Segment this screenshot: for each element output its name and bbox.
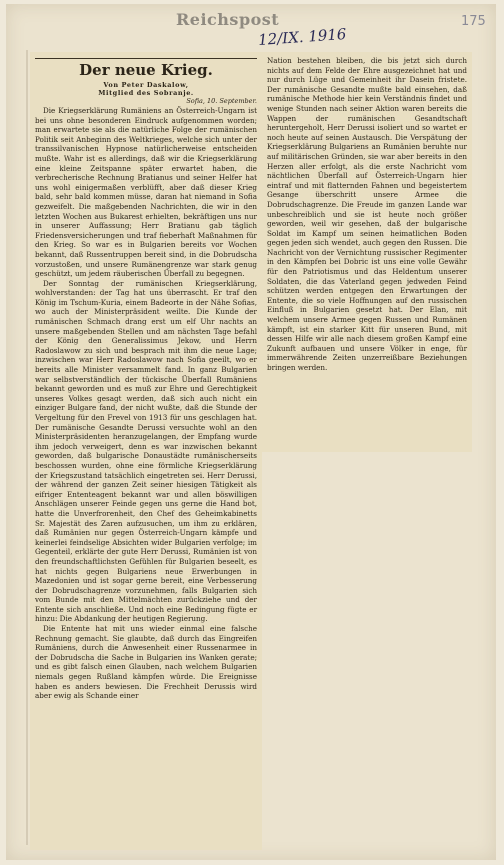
article-byline-role: Mitglied des Sobranje. (98, 89, 194, 97)
article-dateline: Sofia, 10. September. (186, 97, 257, 105)
article-paragraph: Die Entente hat mit uns wieder einmal eine falsche Rechnung gemacht. Sie glaubte, daß durch das Eingreifen Rumäniens, durch die Anwesenheit einer Russenarmee in der Dobrudscha die Sache in Bulgarien ins Wanken gerate; und es gibt falsch einen Glauben, nach welchem Bulgarien niemals gegen Rußland kämpfen würde. Die Ereignisse haben es anders bewiesen. Die Frechheit Derussis wird aber ewig als Schande einer (35, 624, 257, 701)
pencil-page-number: 175 (461, 14, 486, 29)
article-clipping-right (262, 52, 472, 452)
article-headline: Der neue Krieg. (35, 58, 257, 79)
article-clipping-left (30, 52, 262, 850)
clipping-edge-shadow (26, 50, 28, 845)
article-paragraph: Der Sonntag der rumänischen Kriegserklärung, wohlverstanden: der Tag hat uns überrascht. Er traf den König im Tschum-Kuria, einem Badeorte in der Nähe Sofias, wo auch der Ministerpräsident weilte. Die Kunde der rumänischen Schmach drang erst um elf Uhr nachts an unsere maßgebenden Stellen und am nächsten Tage befahl der König den Generalissimus Jekow, und Herrn Radoslawow zu sich und besprach mit ihm die neue Lage; inzwischen war Herr Radoslawow nach Sofia geeilt, wo er bereits alle Minister versammelt fand. In ganz Bulgarien war selbstverständlich der tückische Überfall Rumäniens bekannt geworden und es muß zur Ehre und Gerechtigkeit unseres Volkes gesagt werden, daß sich auch nicht ein einziger Bulgare fand, der nicht wußte, daß die Stunde der Vergeltung für den Frevel von 1913 für uns geschlagen hat. Der rumänische Gesandte Derussi versuchte wohl an den Ministerpräsidenten heranzugelangen, der Empfang wurde ihm jedoch verweigert, denn es war inzwischen bekannt geworden, daß bulgarische Donaustädte rumänischerseits beschossen wurden, ohne eine förmliche Kriegserklärung der Kriegszustand tatsächlich eingetreten sei. Herr Derussi, der während der ganzen Zeit seiner hiesigen Tätigkeit als eifriger Ententeagent bekannt war und allen böswilligen Anschlägen unserer Feinde gegen uns gerne die Hand bot, hatte die Unverfrorenheit, den Chef des Geheimkabinetts Sr. Majestät des Zaren aufzusuchen, um ihm zu erklären, daß Rumänien nur gegen Österreich-Ungarn kämpfe und keinerlei feindselige Absichten wider Bulgarien verfolge; im Gegenteil, erklärte der gute Herr Derussi, Rumänien ist von den freundschaftlichsten Gefühlen für Bulgarien beseelt, es hat nichts gegen Bulgariens neue Erwerbungen in Mazedonien und ist sogar gerne bereit, eine Verbesserung der Dobrudschagrenze vorzunehmen, falls Bulgarien sich vom Bunde mit den Mittelmächten zurückziehe und der Entente sich anschließe. Und noch eine Bedingung fügte er hinzu: Die Abdankung der heutigen Regierung. (35, 278, 257, 624)
article-paragraph: Nation bestehen bleiben, die bis jetzt sich durch nichts auf dem Felde der Ehre ausgezeichnet hat und nur durch Lüge und Gemeinheit ihr Dasein fristete. Der rumänische Gesandte mußte bald einsehen, daß rumänische Methode hier kein Verständnis findet und wenige Stunden nach seiner Aktion waren bereits die Wappen der rumänischen Gesandtschaft heruntergeholt, Herr Derussi isoliert und so wartet er noch heute auf seinen Austausch. Die Verspätung der Kriegserklärung Bulgariens an Rumänien beruhte nur auf militärischen Gründen, sie war aber bereits in den Herzen aller erfolgt, als die erste Nachricht vom nächtlichen Überfall auf Österreich-Ungarn hier eintraf und mit flatternden Fahnen und begeistertem Gesange überschritt unsere Armee die Dobrudschagrenze. Die Freude im ganzen Lande war unbeschreiblich und sie ist heute noch größer geworden, weil wir gesehen, daß der bulgarische Soldat im Kampf um seinen heimatlichen Boden gegen jeden sich wendet, auch gegen den Russen. Die Nachricht von der Vernichtung russischer Regimenter in den Kämpfen bei Dobric ist uns eine volle Gewähr für den Patriotismus und das Heldentum unserer Soldaten, die das Vaterland gegen jedweden Feind schützen werden entgegen den Erwartungen der Entente, die so viele Hoffnungen auf den russischen Einfluß in Bulgarien gesetzt hat. Der Elan, mit welchem unsere Armee gegen Russen und Rumänen kämpft, ist ein starker Kitt für unseren Bund, mit dessen Hilfe wir alle nach diesem großen Kampf eine Zukunft aufbauen und unsere Völker in enge, für immerwährende Zeiten unzerreißbare Beziehungen bringen werden. (267, 56, 467, 372)
article-byline: Von Peter Daskalow, (103, 81, 189, 89)
newspaper-source-title: Reichspost (176, 10, 280, 29)
article-paragraph: Die Kriegserklärung Rumäniens an Österreich-Ungarn ist bei uns ohne besonderen Eindruck aufgenommen worden; man erwartete sie als die natürliche Folge der rumänischen Politik seit Anbeginn des Weltkrieges, welche sich unter der transsilvanischen Hypnose natürlicherweise entscheiden mußte. Wahr ist es allerdings, daß wir die Kriegserklärung eine kleine Zeitspanne später erwartet haben, die verbrecherische Rechnung Bratianus und seiner Helfer hat uns wohl einigermaßen verblüfft, aber daß dieser Krieg bald, sehr bald kommen müsse, daran hat niemand in Sofia gezweifelt. Die maßgebenden Nachrichten, die wir in den letzten Wochen aus Bukarest erhielten, bekräftigen uns nur in unserer Auffassung; Herr Bratianu gab täglich Friedensversicherungen und traf fieberhaft Maßnahmen für den Krieg. So war es in Bulgarien bereits vor Wochen bekannt, daß Russentruppen bereit sind, in die Dobrudscha vorzustoßen, und unsere Rumänengrenze war stark genug geschützt, um jedem räuberischen Überfall zu begegnen. (35, 106, 257, 279)
handwritten-date: 12/IX. 1916 (257, 24, 347, 50)
